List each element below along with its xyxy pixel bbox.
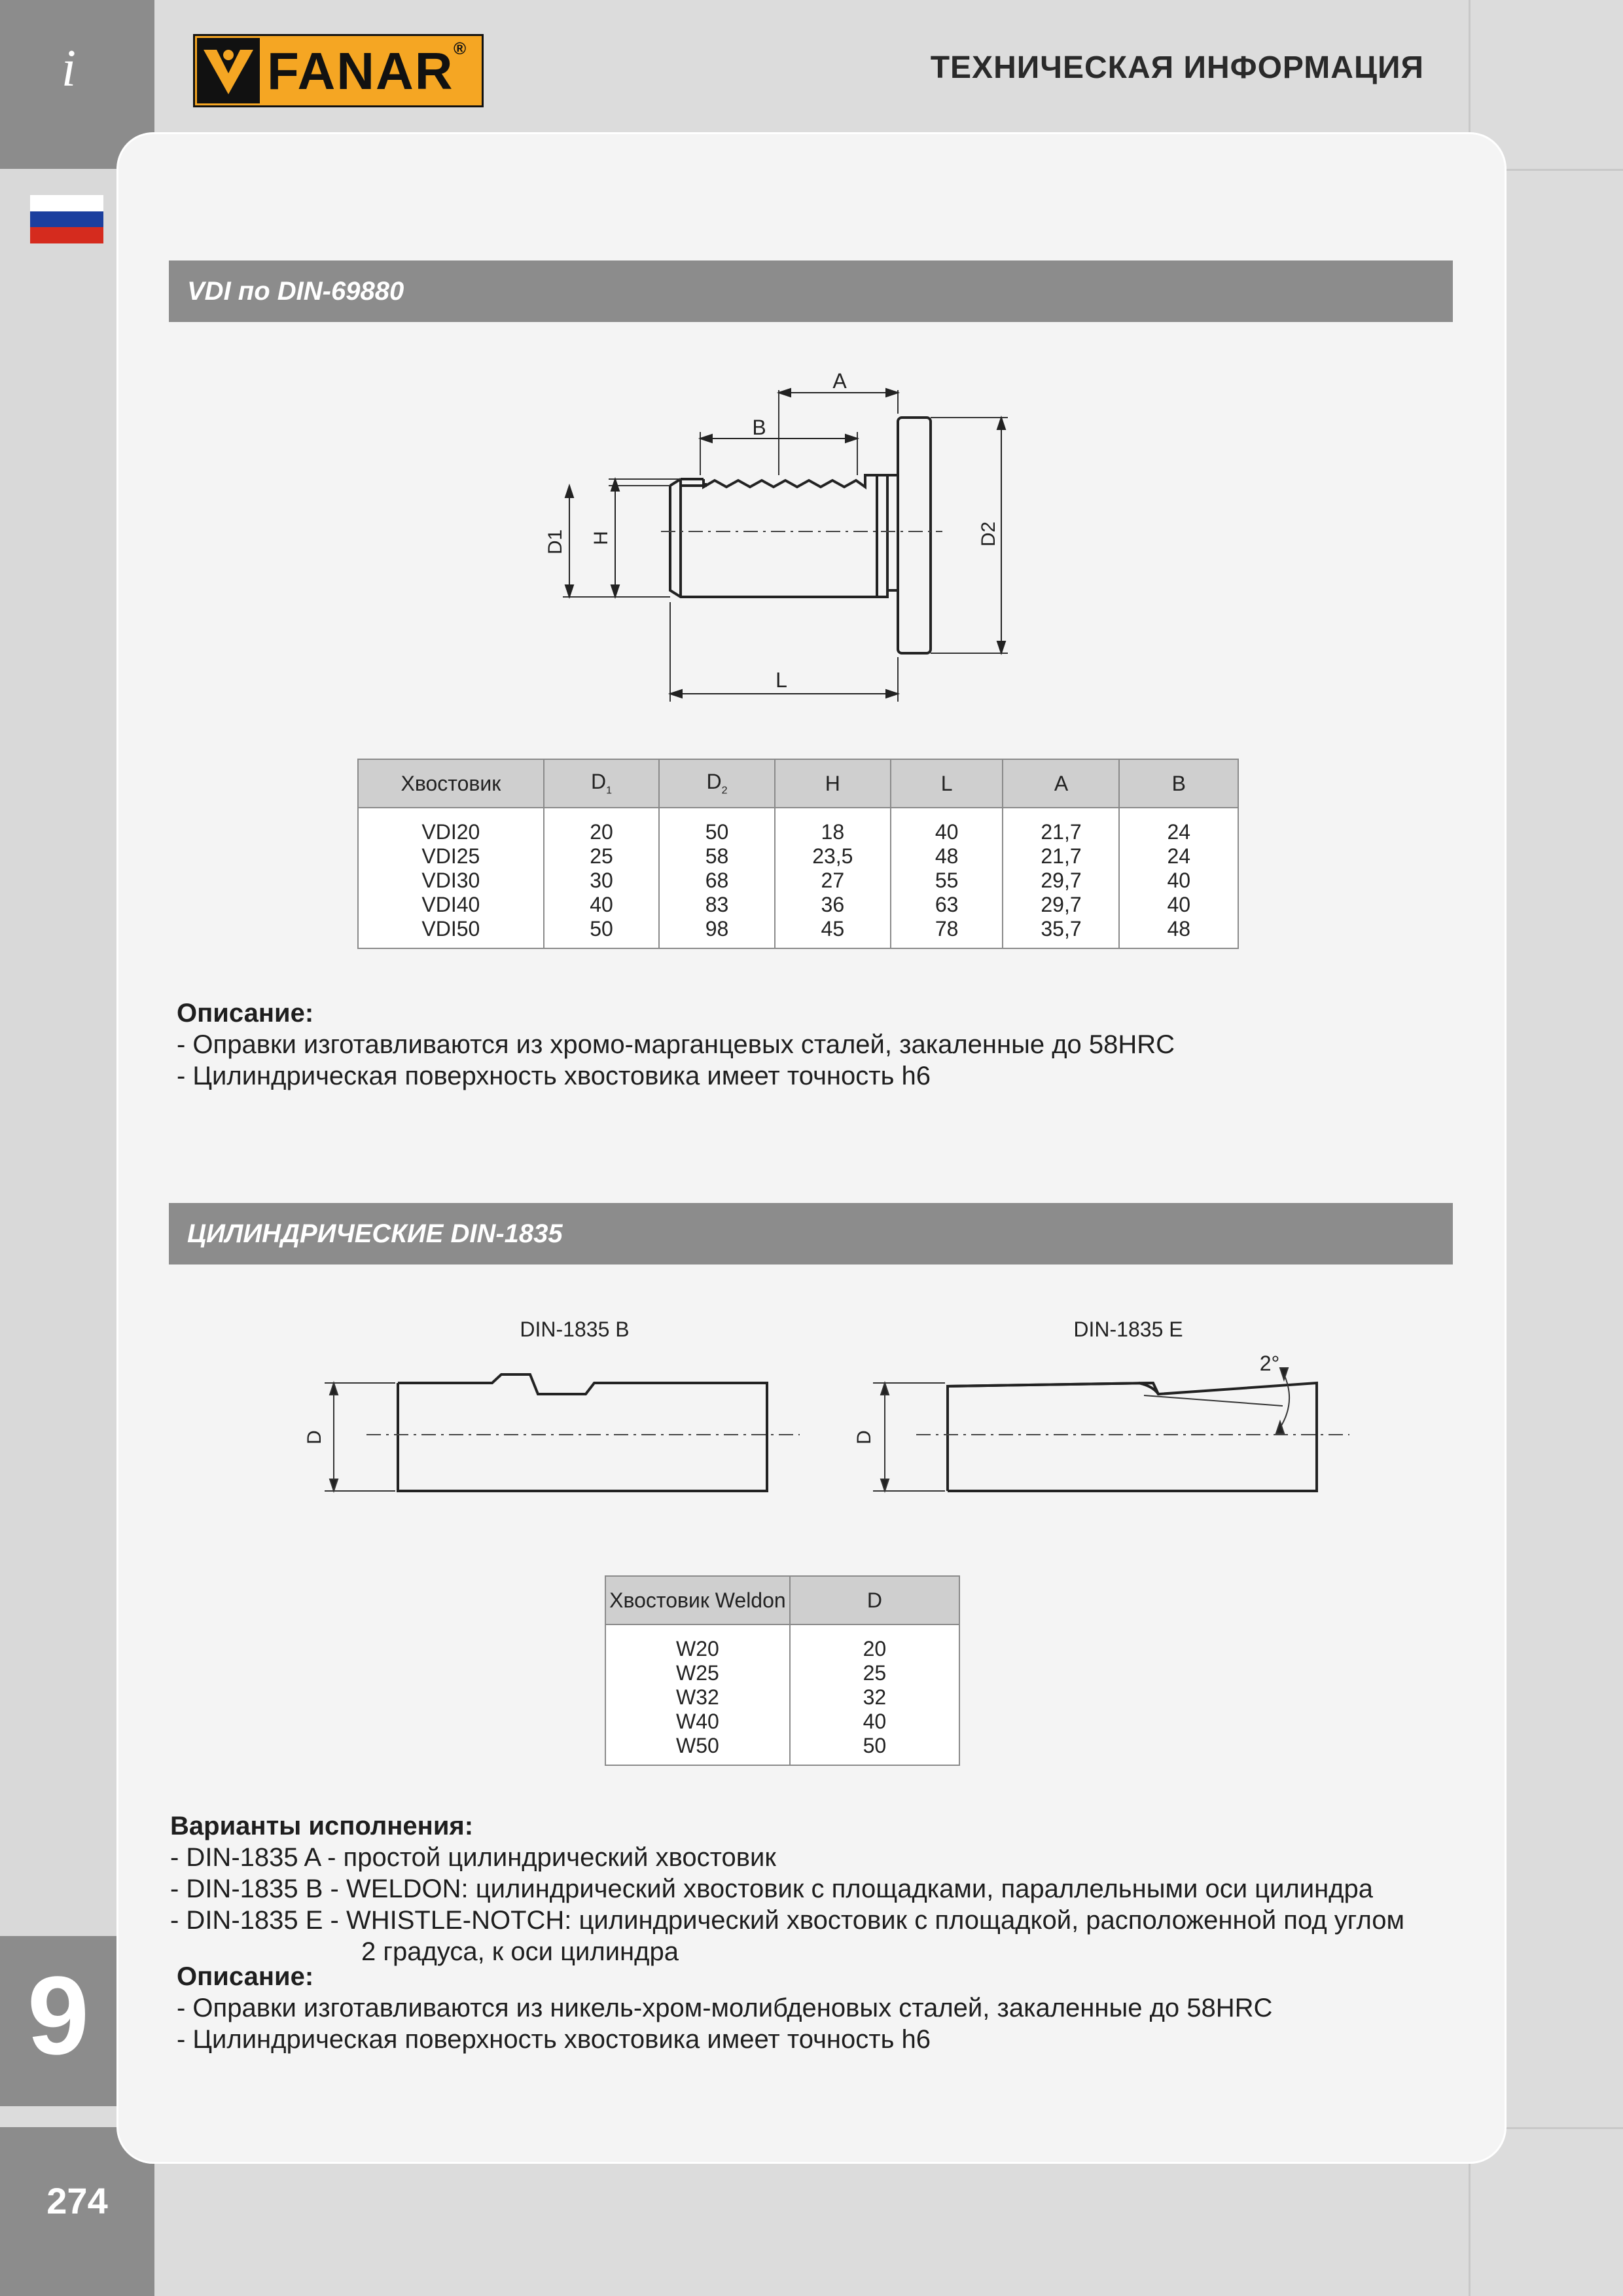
col-header: Хвостовик Weldon (605, 1576, 790, 1624)
table-cell: 24 24 40 40 48 (1119, 808, 1238, 948)
table-cell: 18 23,5 27 36 45 (775, 808, 891, 948)
vdi-diagram (510, 353, 1067, 720)
logo-v-icon (197, 38, 260, 103)
description-line: - Оправки изготавливаются из никель-хром-молибденовых сталей, закаленные до 58HRC (177, 1994, 1273, 2022)
description-line: - Оправки изготавливаются из хромо-марганцевых сталей, закаленные до 58HRC (177, 1030, 1175, 1059)
vdi-description (177, 997, 1175, 1092)
angle-label: 2° (1259, 1352, 1280, 1375)
variant-line: - DIN-1835 E - WHISTLE-NOTCH: цилиндрический хвостовик с площадкой, расположенной под углом (170, 1906, 1405, 1935)
table-row (358, 808, 1238, 948)
logo-text: FANAR (267, 42, 454, 100)
col-header: $D_1$ (544, 759, 660, 808)
section-header-vdi: VDI по DIN-69880 (169, 260, 1453, 322)
description-line: - Цилиндрическая поверхность хвостовика имеет точность h6 (177, 2025, 931, 2054)
weldon-table (605, 1575, 960, 1766)
col-header: D (790, 1576, 959, 1624)
dim-label-h: H (590, 531, 612, 545)
diagram-e-label: DIN-1835 E (1073, 1318, 1183, 1341)
col-header: $D_2$ (659, 759, 775, 808)
table-cell: 21,7 21,7 29,7 29,7 35,7 (1003, 808, 1119, 948)
russian-flag-icon (30, 195, 103, 243)
col-header: Хвостовик (358, 759, 544, 808)
vdi-table (357, 759, 1239, 949)
col-header: B (1119, 759, 1238, 808)
section-number: 9 (27, 1954, 90, 2078)
cyl-description (177, 1961, 1272, 2055)
dim-label-d2: D2 (978, 521, 999, 547)
description-line: - Цилиндрическая поверхность хвостовика имеет точность h6 (177, 1062, 931, 1090)
page-number: 274 (46, 2180, 108, 2221)
din1835-diagrams (288, 1309, 1361, 1505)
variants-block (170, 1810, 1404, 1967)
col-header: L (891, 759, 1003, 808)
dim-label-d-b: D (304, 1430, 325, 1444)
table-cell: W20 W25 W32 W40 W50 (605, 1624, 790, 1765)
col-header: H (775, 759, 891, 808)
dim-label-d1: D1 (544, 529, 566, 555)
variant-line: 2 градуса, к оси цилиндра (361, 1937, 679, 1966)
info-icon: i (61, 40, 77, 98)
page-title: ТЕХНИЧЕСКАЯ ИНФОРМАЦИЯ (930, 50, 1424, 85)
dim-label-d-e: D (853, 1430, 875, 1444)
dim-label-b: B (752, 416, 766, 439)
table-cell: 20 25 32 40 50 (790, 1624, 959, 1765)
diagram-b-label: DIN-1835 B (520, 1318, 630, 1341)
section-header-cylindrical: ЦИЛИНДРИЧЕСКИЕ DIN-1835 (169, 1203, 1453, 1265)
table-row (605, 1624, 959, 1765)
variant-line: - DIN-1835 A - простой цилиндрический хвостовик (170, 1843, 776, 1872)
variants-heading: Варианты исполнения: (170, 1812, 474, 1840)
table-header-row (358, 759, 1238, 808)
dim-label-a: A (832, 369, 847, 393)
variant-line: - DIN-1835 B - WELDON: цилиндрический хвостовик с площадками, параллельными оси цилиндра (170, 1874, 1374, 1903)
dim-label-l: L (776, 668, 787, 692)
table-cell: 40 48 55 63 78 (891, 808, 1003, 948)
description-heading: Описание: (177, 1962, 314, 1991)
table-cell: 20 25 30 40 50 (544, 808, 660, 948)
brand-logo (193, 34, 484, 107)
logo-registered: ® (454, 39, 467, 58)
description-heading: Описание: (177, 999, 314, 1028)
table-header-row (605, 1576, 959, 1624)
table-cell: VDI20 VDI25 VDI30 VDI40 VDI50 (358, 808, 544, 948)
col-header: A (1003, 759, 1119, 808)
table-cell: 50 58 68 83 98 (659, 808, 775, 948)
